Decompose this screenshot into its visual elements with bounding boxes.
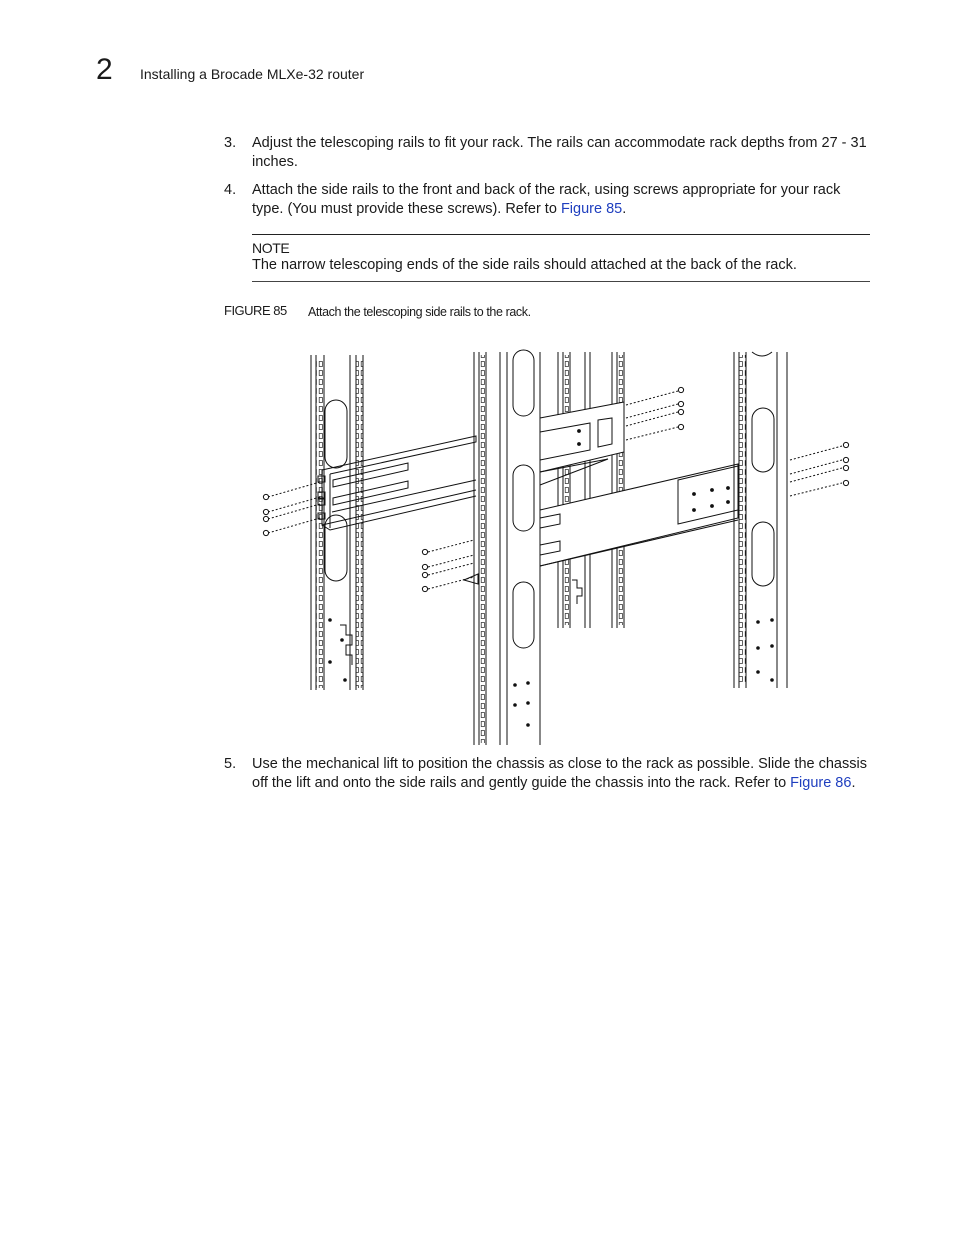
figure-85-link[interactable]: Figure 85 [560,201,623,217]
middle-screws [422,540,474,592]
figure-86-link[interactable]: Figure 86 [790,775,852,791]
right-rack-post [734,352,787,688]
step-text-end: . [851,775,856,791]
step-text-end: . [622,201,627,217]
note-box [252,234,870,282]
running-header: Installing a Brocade MLXe-32 router [140,66,365,82]
step-text [252,755,870,793]
step-text [252,181,870,219]
step-number: 5. [224,756,237,772]
left-side-rail [322,436,476,530]
rear-upper-rail [540,402,624,485]
middle-rack-post [464,350,540,745]
right-screws [790,442,849,496]
step-text-body: Attach the side rails to the front and back of the rack, using screws appropriate for your rack type. (You must provide these screws). Refer to [252,182,841,217]
step-text-body: Use the mechanical lift to position the chassis as close to the rack as possible. Slide the chassis off the lift and onto the side rails and gently guide the chassis into the rack. Refer to [252,756,867,791]
note-text: The narrow telescoping ends of the side rails should attached at the back of the rack. [252,257,797,273]
step-number: 3. [224,135,237,151]
step-number: 4. [224,182,237,198]
figure-label: FIGURE 85 [224,303,287,318]
step-text: Adjust the telescoping rails to fit your rack. The rails can accommodate rack depths from 27 - 31 inches. [252,135,867,170]
rear-inner-post [558,352,624,628]
note-label: NOTE [252,240,290,256]
figure-caption: Attach the telescoping side rails to the rack. [308,305,531,319]
step-5 [224,755,870,793]
rack-rail-illustration [250,345,860,750]
step-3 [224,134,870,172]
chapter-number: 2 [96,53,113,86]
left-rack-post [311,355,363,690]
rear-upper-screws [626,387,684,440]
step-4 [224,181,870,219]
